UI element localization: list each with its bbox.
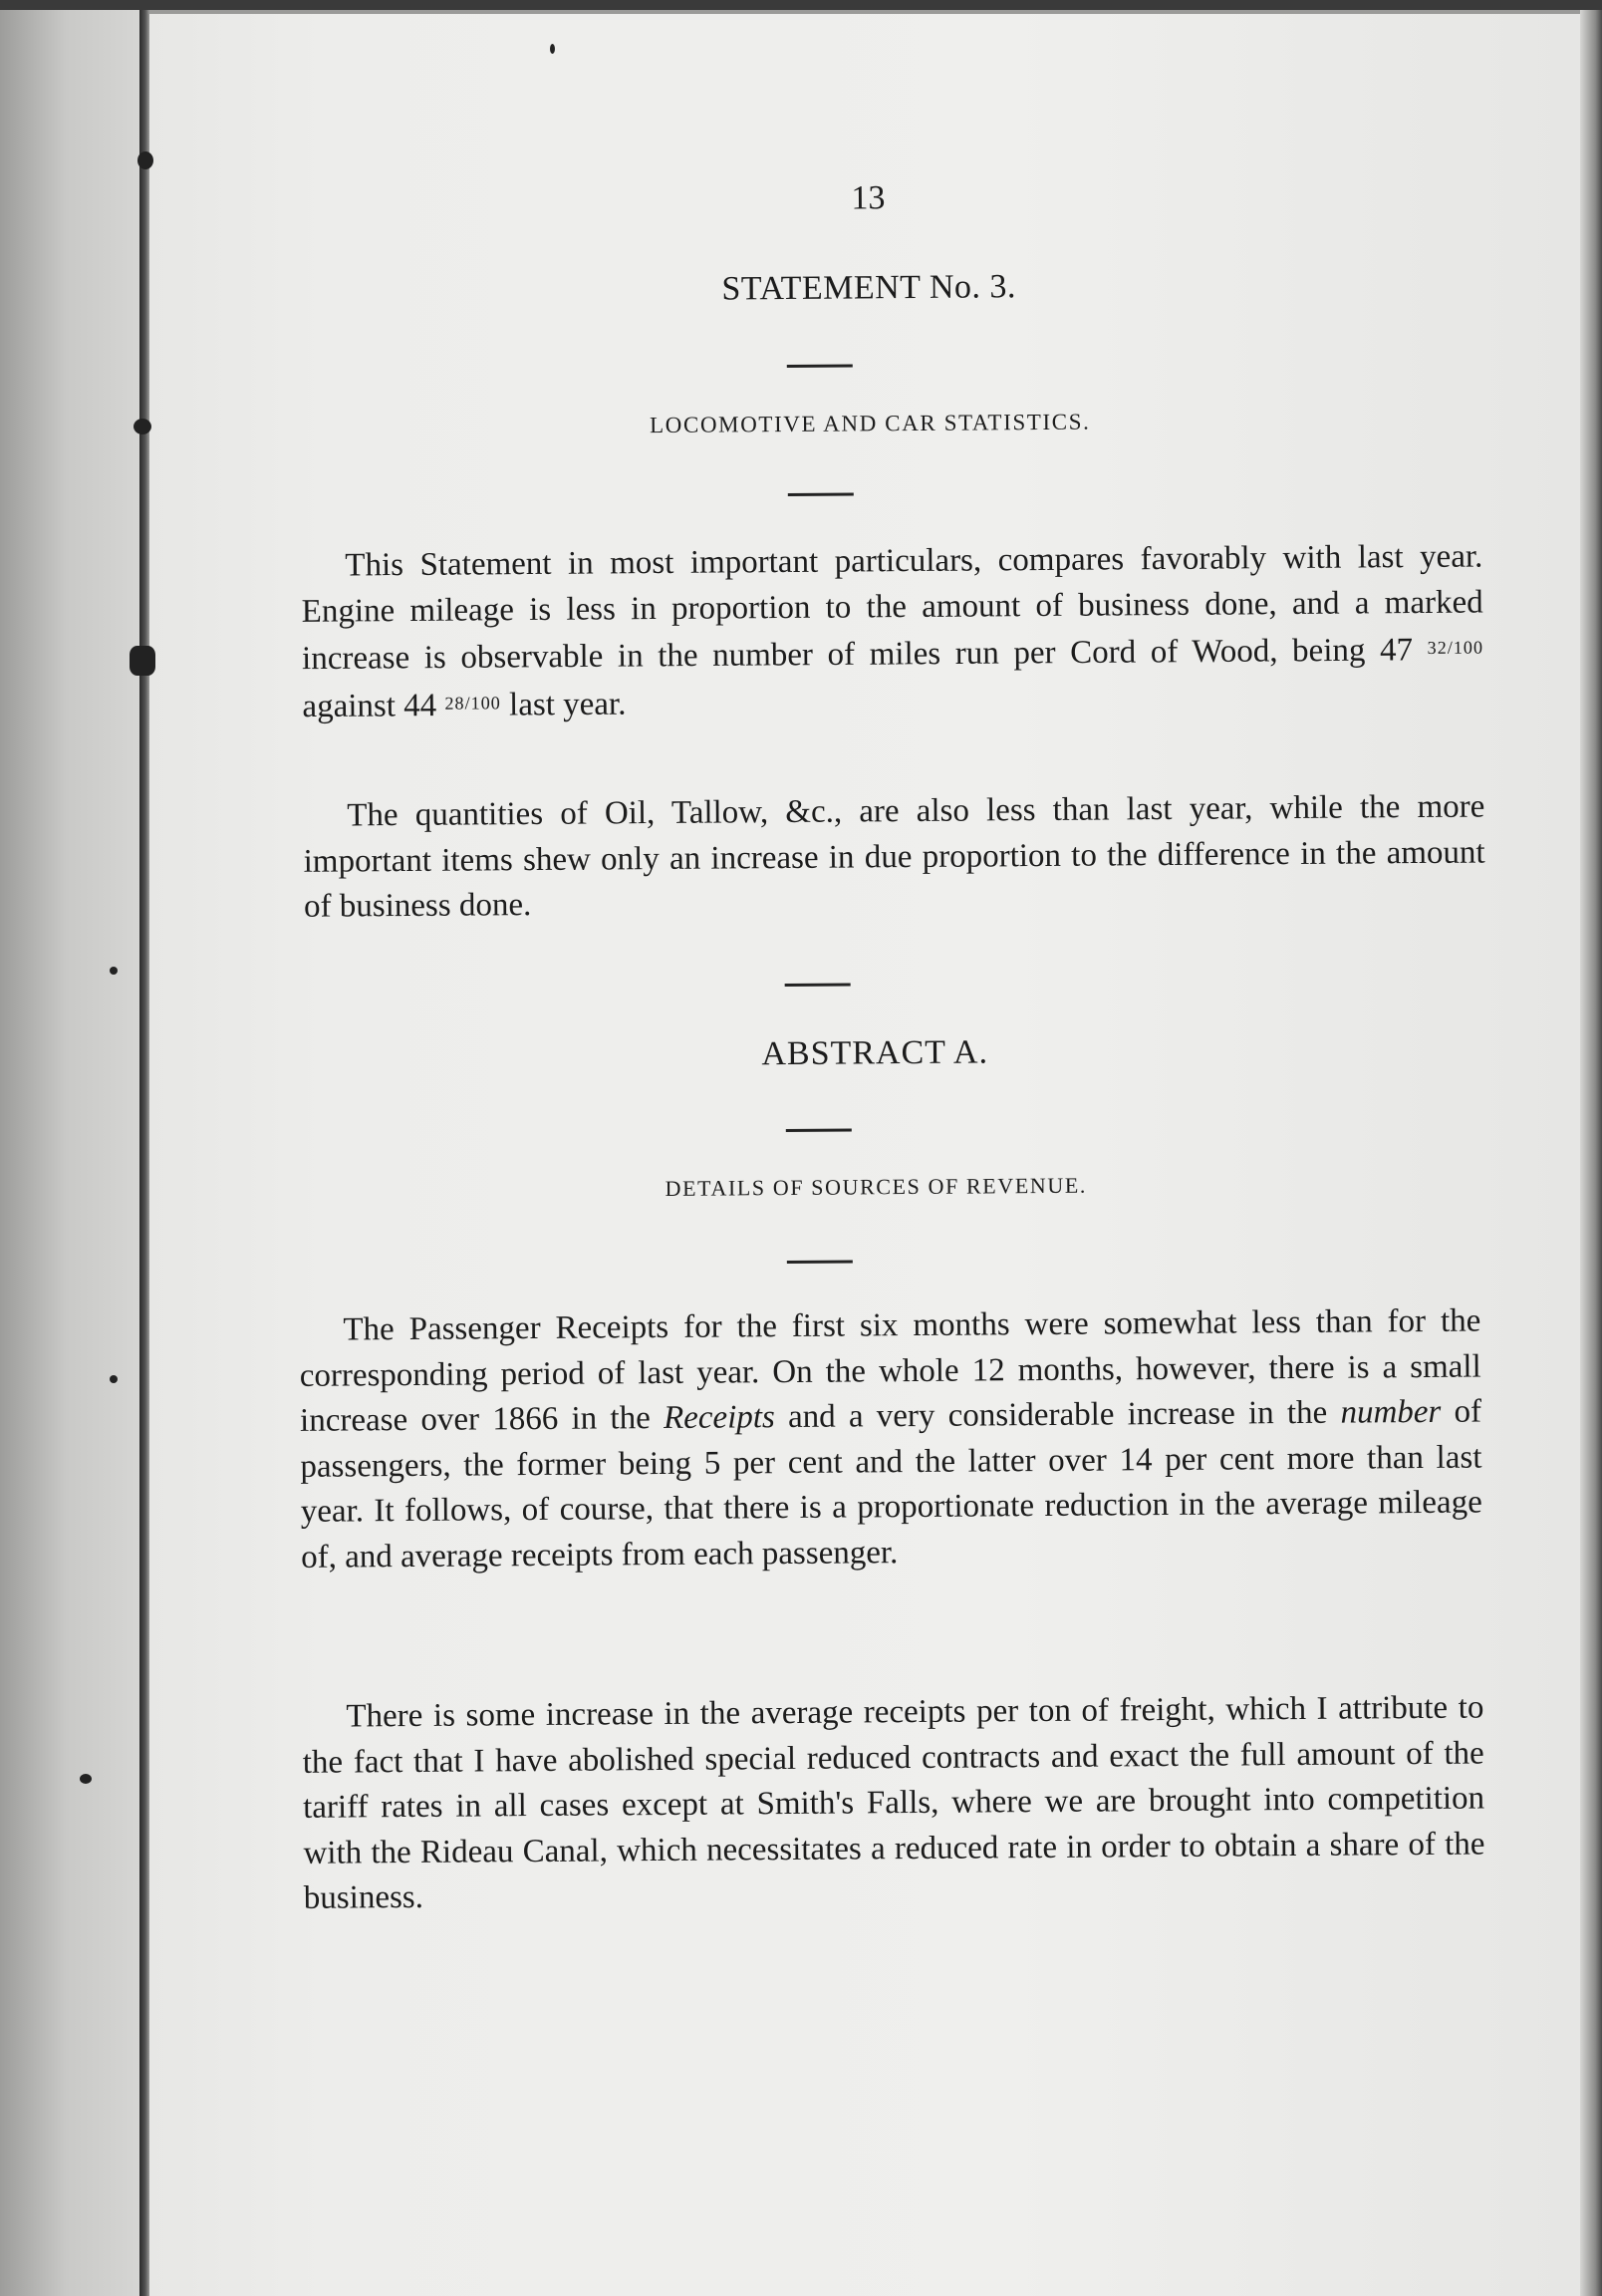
statement-heading: STATEMENT No. 3. <box>721 268 1017 308</box>
page-content <box>149 3 1602 2296</box>
binding-hole <box>137 151 153 169</box>
abstract-subheading: DETAILS OF SOURCES OF REVENUE. <box>665 1172 1088 1201</box>
ink-speck <box>80 1774 92 1784</box>
divider-rule <box>785 984 851 988</box>
paragraph-text: of passengers, the former being 5 per cent and the latter over 14 per cent more than last year. It follows, of course, that there is a proportionate reduction in the average mileage of, and average receipts from each passenger. <box>300 1393 1482 1576</box>
divider-rule <box>788 492 854 496</box>
binding-gutter <box>139 0 149 2296</box>
paragraph-text: and a very considerable increase in the <box>774 1394 1341 1436</box>
fraction: 28/100 <box>444 693 501 714</box>
statement-paragraph-1 <box>301 535 1483 730</box>
binding-hole <box>134 419 151 434</box>
statement-paragraph-2: The quantities of Oil, Tallow, &c., are also less than last year, while the more important items shew only an increase in due proportion to the difference in the amount of business done. <box>303 788 1485 925</box>
abstract-paragraph-1 <box>299 1299 1482 1580</box>
fraction: 32/100 <box>1427 637 1484 658</box>
paragraph-text: This Statement in most important particulars, compares favorably with last year. Engine mileage is less in proportion to the amount of business done, and a marked increase is observable in the number of miles run per Cord of Wood, being 47 <box>301 538 1483 678</box>
page-sheet <box>149 10 1584 2296</box>
top-edge <box>0 0 1602 10</box>
italic-word: Receipts <box>663 1399 775 1436</box>
abstract-paragraph-2: There is some increase in the average receipts per ton of freight, which I attribute to the fact that I have abolished special reduced contracts and exact the full amount of the tariff rates in all cases except at Smith's Falls, where we are brought into competition with the Rideau Canal, which necessitates a reduced rate in order to obtain a share of the business. <box>302 1689 1485 1916</box>
paragraph-text: The Passenger Receipts for the first six months were somewhat less than for the corresponding period of last year. On the whole 12 months, however, there is a small increase over 1866 in the <box>299 1302 1481 1439</box>
divider-rule <box>787 1260 853 1264</box>
ink-speck <box>110 967 118 975</box>
paragraph-text: last year. <box>500 686 627 723</box>
abstract-heading: ABSTRACT A. <box>761 1033 989 1073</box>
divider-rule <box>787 364 853 368</box>
ink-speck <box>110 1375 118 1383</box>
binding-hole <box>130 646 155 676</box>
ink-speck <box>550 44 555 54</box>
divider-rule <box>786 1128 852 1132</box>
paragraph-text: against 44 <box>302 687 445 725</box>
statement-subheading: LOCOMOTIVE AND CAR STATISTICS. <box>650 409 1091 438</box>
italic-word: number <box>1340 1393 1442 1431</box>
page-number: 13 <box>851 179 886 217</box>
right-page-edge <box>1580 0 1602 2296</box>
left-page-edge <box>0 0 147 2296</box>
